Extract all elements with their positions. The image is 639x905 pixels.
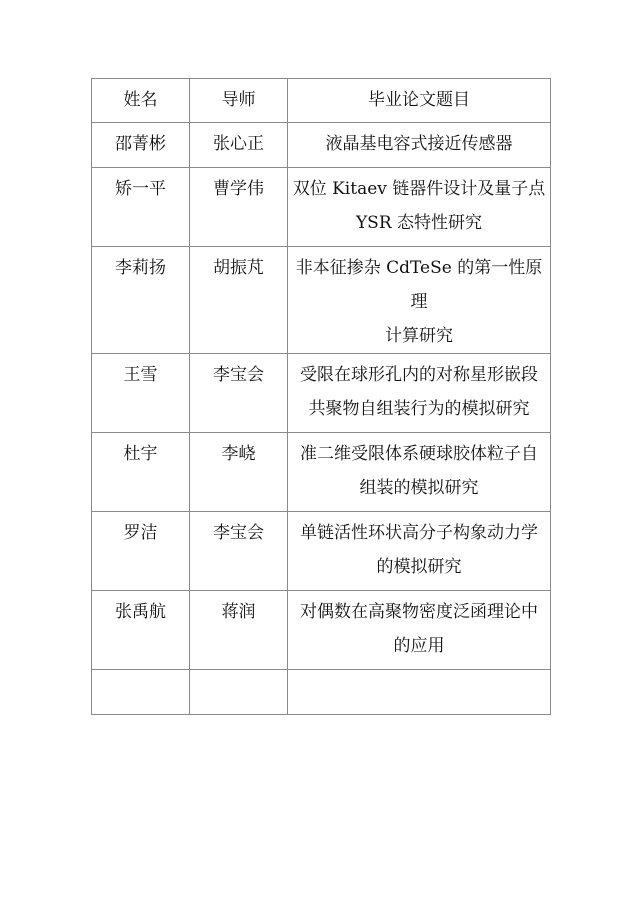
advisor-name: 蒋润	[190, 591, 288, 670]
thesis-title-line-1: 双位 Kitaev 链器件设计及量子点	[292, 179, 546, 199]
advisor-name: 李宝会	[190, 354, 288, 433]
thesis-title-line-2: 计算研究	[385, 326, 453, 346]
thesis-title	[288, 670, 551, 715]
advisor-name: 李宝会	[190, 512, 288, 591]
advisor-name	[190, 670, 288, 715]
student-name: 李莉扬	[92, 247, 190, 354]
thesis-title-line-1: 准二维受限体系硬球胶体粒子自	[300, 444, 538, 464]
thesis-title	[288, 123, 551, 168]
thesis-title-line-1: 对偶数在高聚物密度泛函理论中	[300, 602, 538, 622]
thesis-title	[288, 247, 551, 354]
thesis-title	[288, 591, 551, 670]
thesis-title-line-1: 受限在球形孔内的对称星形嵌段	[300, 365, 538, 385]
table-row-empty	[92, 670, 551, 715]
header-advisor: 导师	[190, 79, 288, 123]
advisor-name: 曹学伟	[190, 168, 288, 247]
advisor-name: 胡振芃	[190, 247, 288, 354]
table-row	[92, 247, 551, 354]
thesis-table	[91, 78, 551, 715]
table-row	[92, 354, 551, 433]
thesis-title-line-2: 共聚物自组装行为的模拟研究	[308, 399, 530, 419]
thesis-title-line-2: 的模拟研究	[376, 557, 462, 577]
thesis-title-line-1: 液晶基电容式接近传感器	[325, 134, 513, 154]
table-row	[92, 591, 551, 670]
thesis-title	[288, 433, 551, 512]
advisor-name: 李峣	[190, 433, 288, 512]
student-name: 罗洁	[92, 512, 190, 591]
table-row	[92, 433, 551, 512]
thesis-title	[288, 354, 551, 433]
student-name: 邵菁彬	[92, 123, 190, 168]
student-name: 矫一平	[92, 168, 190, 247]
thesis-title	[288, 512, 551, 591]
thesis-title-line-1: 单链活性环状高分子构象动力学	[300, 523, 538, 543]
thesis-title-line-2: 的应用	[393, 636, 445, 656]
header-name: 姓名	[92, 79, 190, 123]
student-name: 张禹航	[92, 591, 190, 670]
thesis-title-line-2: 组装的模拟研究	[359, 478, 479, 498]
table-row	[92, 512, 551, 591]
student-name: 杜宇	[92, 433, 190, 512]
table-header-row	[92, 79, 551, 123]
table-row	[92, 123, 551, 168]
student-name	[92, 670, 190, 715]
advisor-name: 张心正	[190, 123, 288, 168]
header-thesis-title: 毕业论文题目	[288, 79, 551, 123]
student-name: 王雪	[92, 354, 190, 433]
table-row	[92, 168, 551, 247]
thesis-title-line-1: 非本征掺杂 CdTeSe 的第一性原理	[295, 258, 543, 312]
thesis-title-line-2: YSR 态特性研究	[355, 213, 483, 233]
thesis-title	[288, 168, 551, 247]
